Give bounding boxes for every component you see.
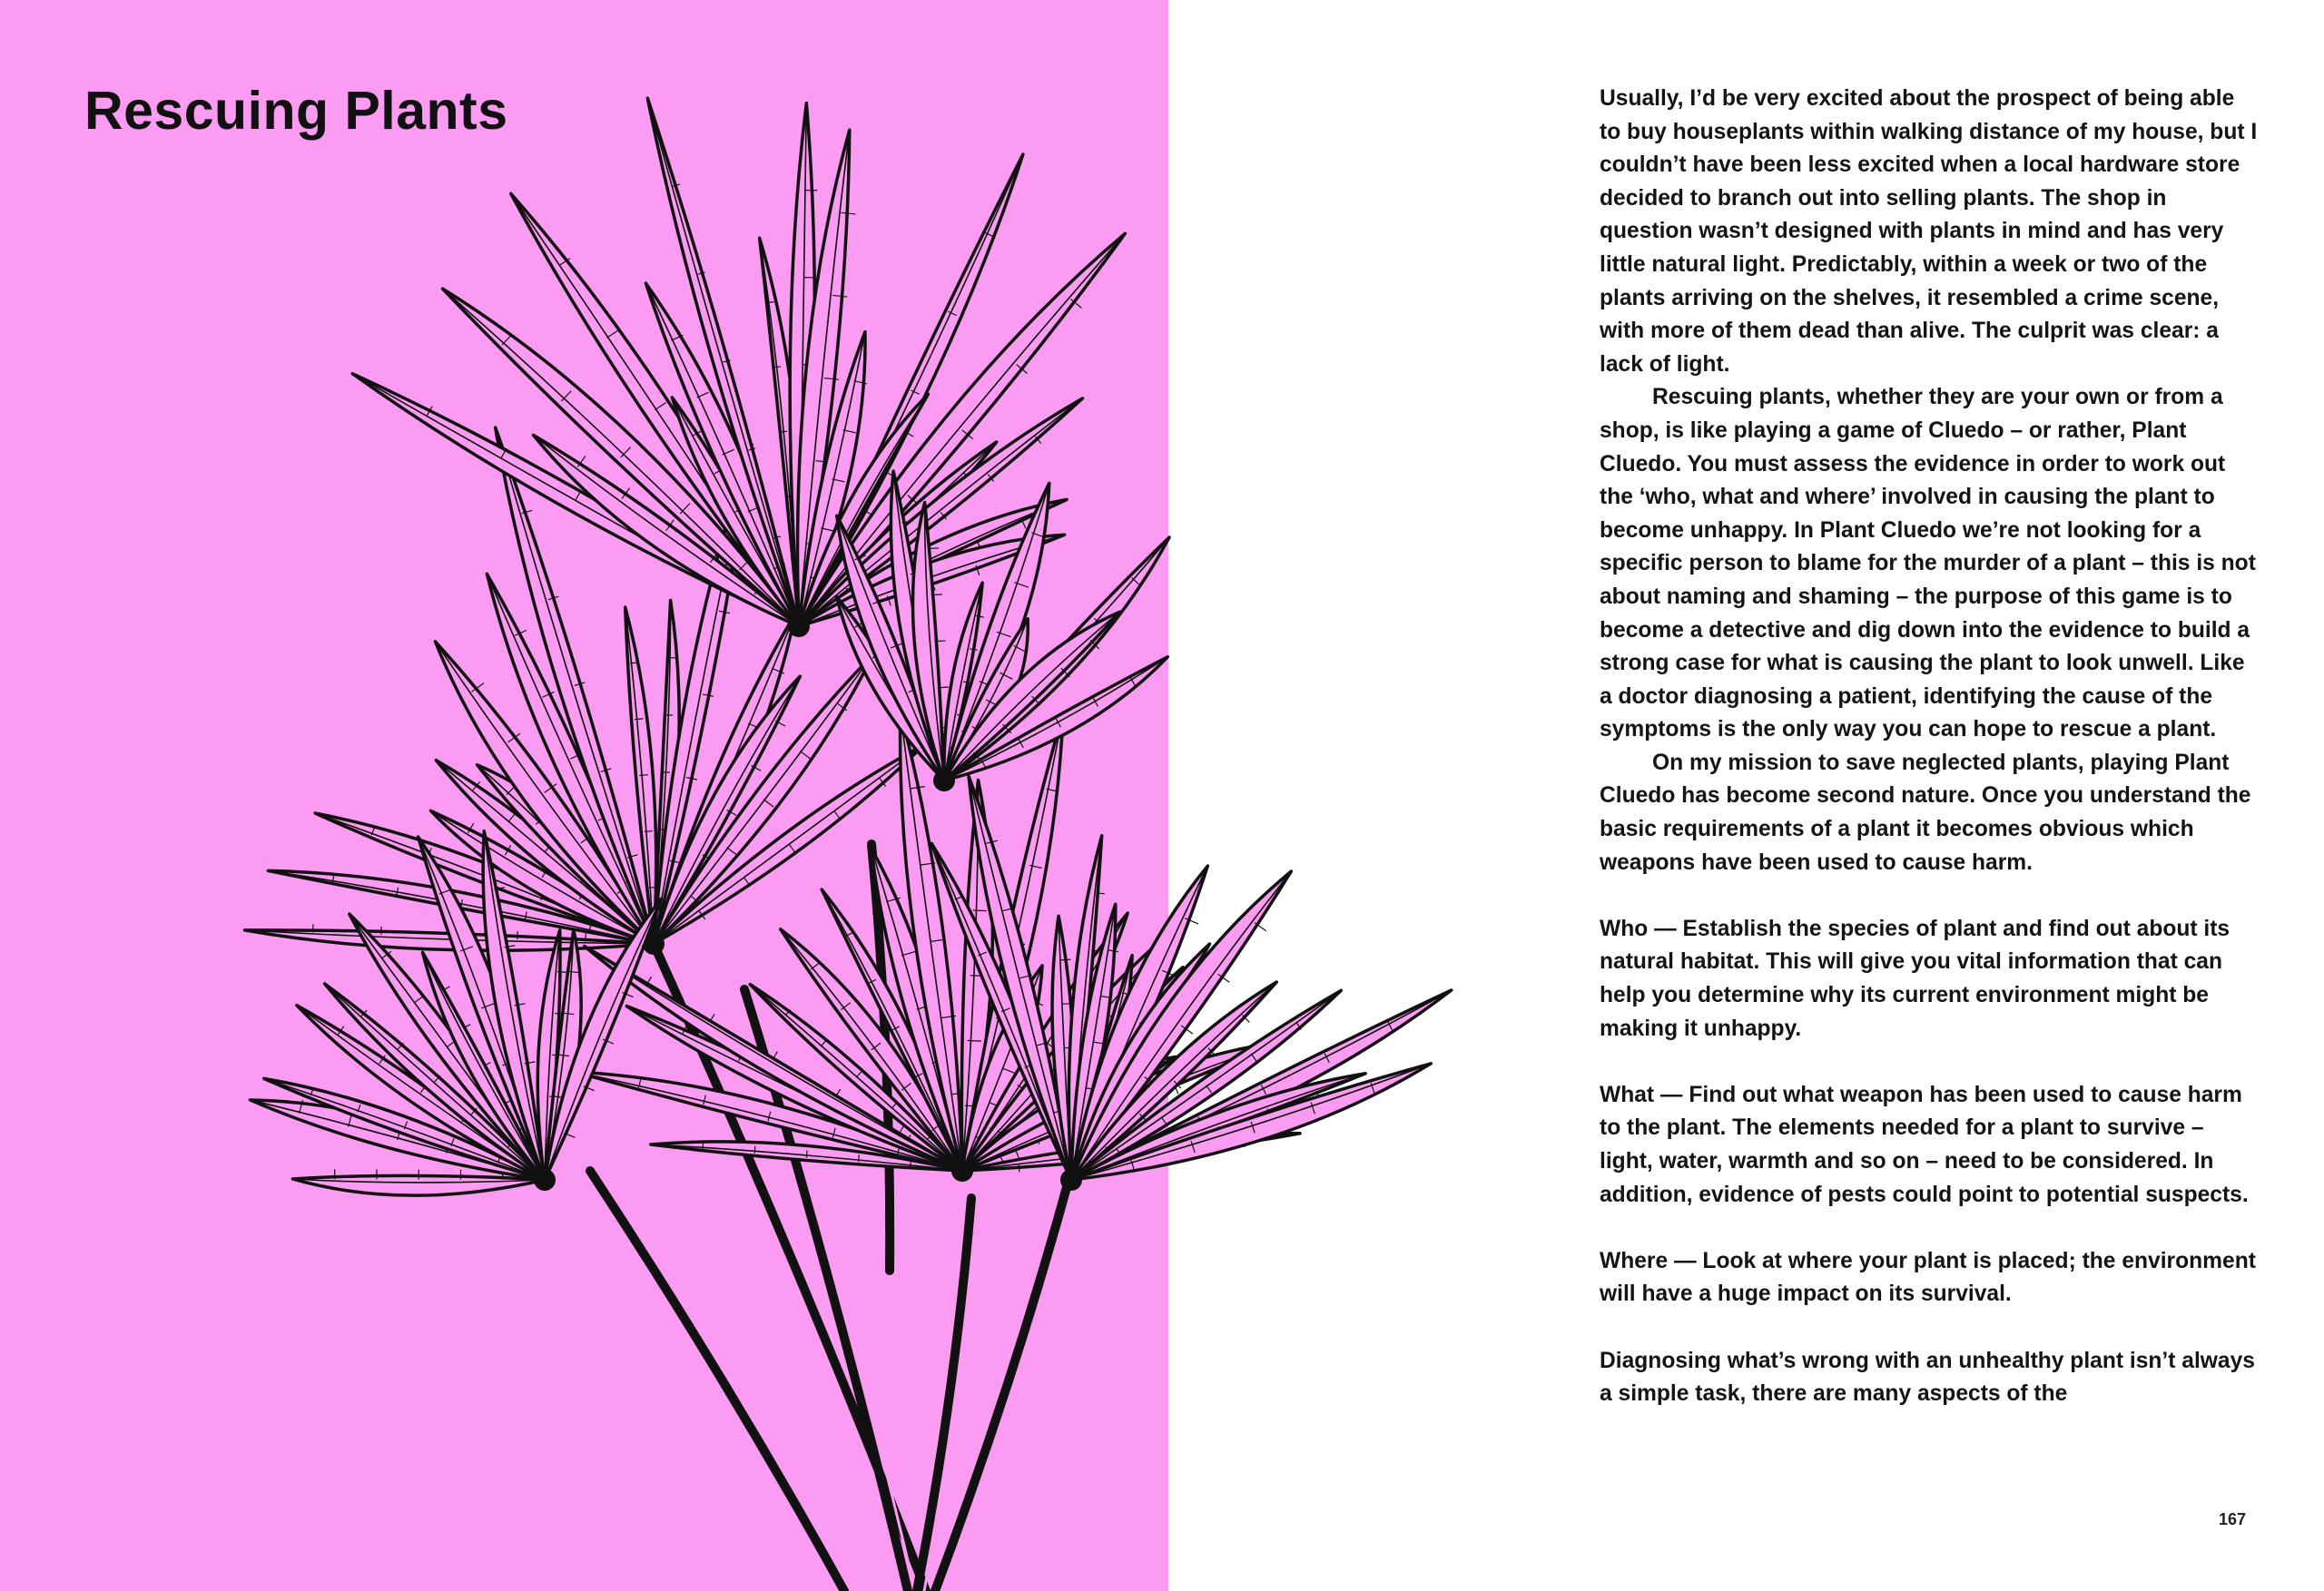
hatch-stroke	[1060, 959, 1070, 960]
paragraph-what: What — Find out what weapon has been used to cause harm to the plant. The elements needed for a plant to survive – light, water, warmth and so on – need to be considered. In addition, evidence of pests could point to potential suspects.	[1600, 1082, 2249, 1207]
hatch-stroke	[931, 594, 942, 595]
palm-stem	[590, 1171, 844, 1591]
paragraph-diagnosing: Diagnosing what’s wrong with an unhealthy plant isn’t always a simple task, there are many aspects of the	[1600, 1348, 2255, 1407]
hatch-stroke	[806, 1150, 807, 1157]
fan-hub	[933, 770, 955, 791]
body-text	[1600, 83, 2258, 1411]
paragraph-who: Who — Establish the species of plant and find out about its natural habitat. This will give you vital information that can help you determine why its current environment might be making it unhappy.	[1600, 916, 2230, 1041]
paragraph-intro: Usually, I’d be very excited about the prospect of being able to buy houseplants within walking distance of my house, but I couldn’t have been less excited when a local hardware store decided to branch out into selling plants. The shop in question wasn’t designed with plants in mind and has very little natural light. Predictably, within a week or two of the plants arriving on the shelves, it resembled a crime scene, with more of them dead than alive. The culprit was clear: a lack of light.	[1600, 86, 2258, 377]
fan-hub	[951, 1160, 973, 1182]
paragraph-where: Where — Look at where your plant is placed; the environment will have a huge impact on its survival.	[1600, 1248, 2256, 1307]
hatch-stroke	[710, 1014, 714, 1021]
fan-hub	[788, 615, 810, 637]
hatch-stroke	[900, 1126, 903, 1134]
page-title: Rescuing Plants	[84, 81, 508, 141]
hatch-stroke	[647, 977, 651, 984]
hatch-stroke	[635, 719, 643, 720]
hatch-stroke	[973, 910, 987, 911]
paragraph-cluedo: Rescuing plants, whether they are your own or from a shop, is like playing a game of Cluedo – or rather, Plant Cluedo. You must assess the evidence in order to work out the ‘who, what and where’ involved in causing the plant to become unhappy. In Plant Cluedo we’re not looking for a specific person to blame for the murder of a plant – this is not about naming and shaming – the purpose of this game is to become a detective and dig down into the evidence to build a strong case for what is causing the plant to look unwell. Like a doctor diagnosing a patient, identifying the cause of the symptoms is the only way you can hope to rescue a plant.	[1600, 385, 2256, 742]
page-number: 167	[2218, 1510, 2246, 1528]
hatch-stroke	[639, 775, 647, 776]
hatch-stroke	[703, 1142, 704, 1149]
hatch-stroke	[934, 641, 945, 642]
hatch-stroke	[773, 1052, 777, 1059]
hatch-stroke	[1091, 950, 1099, 951]
hatch-stroke	[557, 972, 566, 973]
hatch-stroke	[645, 831, 653, 832]
hatch-stroke	[836, 1089, 840, 1096]
fan-hub	[534, 1169, 556, 1191]
hatch-stroke	[859, 1154, 860, 1162]
paragraph-mission: On my mission to save neglected plants, playing Plant Cluedo has become second nature. Once you understand the basic requirements of a plant it becomes obvious which weapons have been used to cause harm.	[1600, 750, 2251, 875]
hatch-stroke	[1097, 893, 1105, 894]
hatch-stroke	[928, 548, 939, 549]
hatch-stroke	[938, 687, 949, 688]
hatch-stroke	[754, 1146, 755, 1154]
hatch-stroke	[1022, 521, 1026, 529]
fan-hub	[1060, 1169, 1082, 1191]
hatch-stroke	[907, 433, 914, 437]
hatch-stroke	[968, 1041, 981, 1042]
